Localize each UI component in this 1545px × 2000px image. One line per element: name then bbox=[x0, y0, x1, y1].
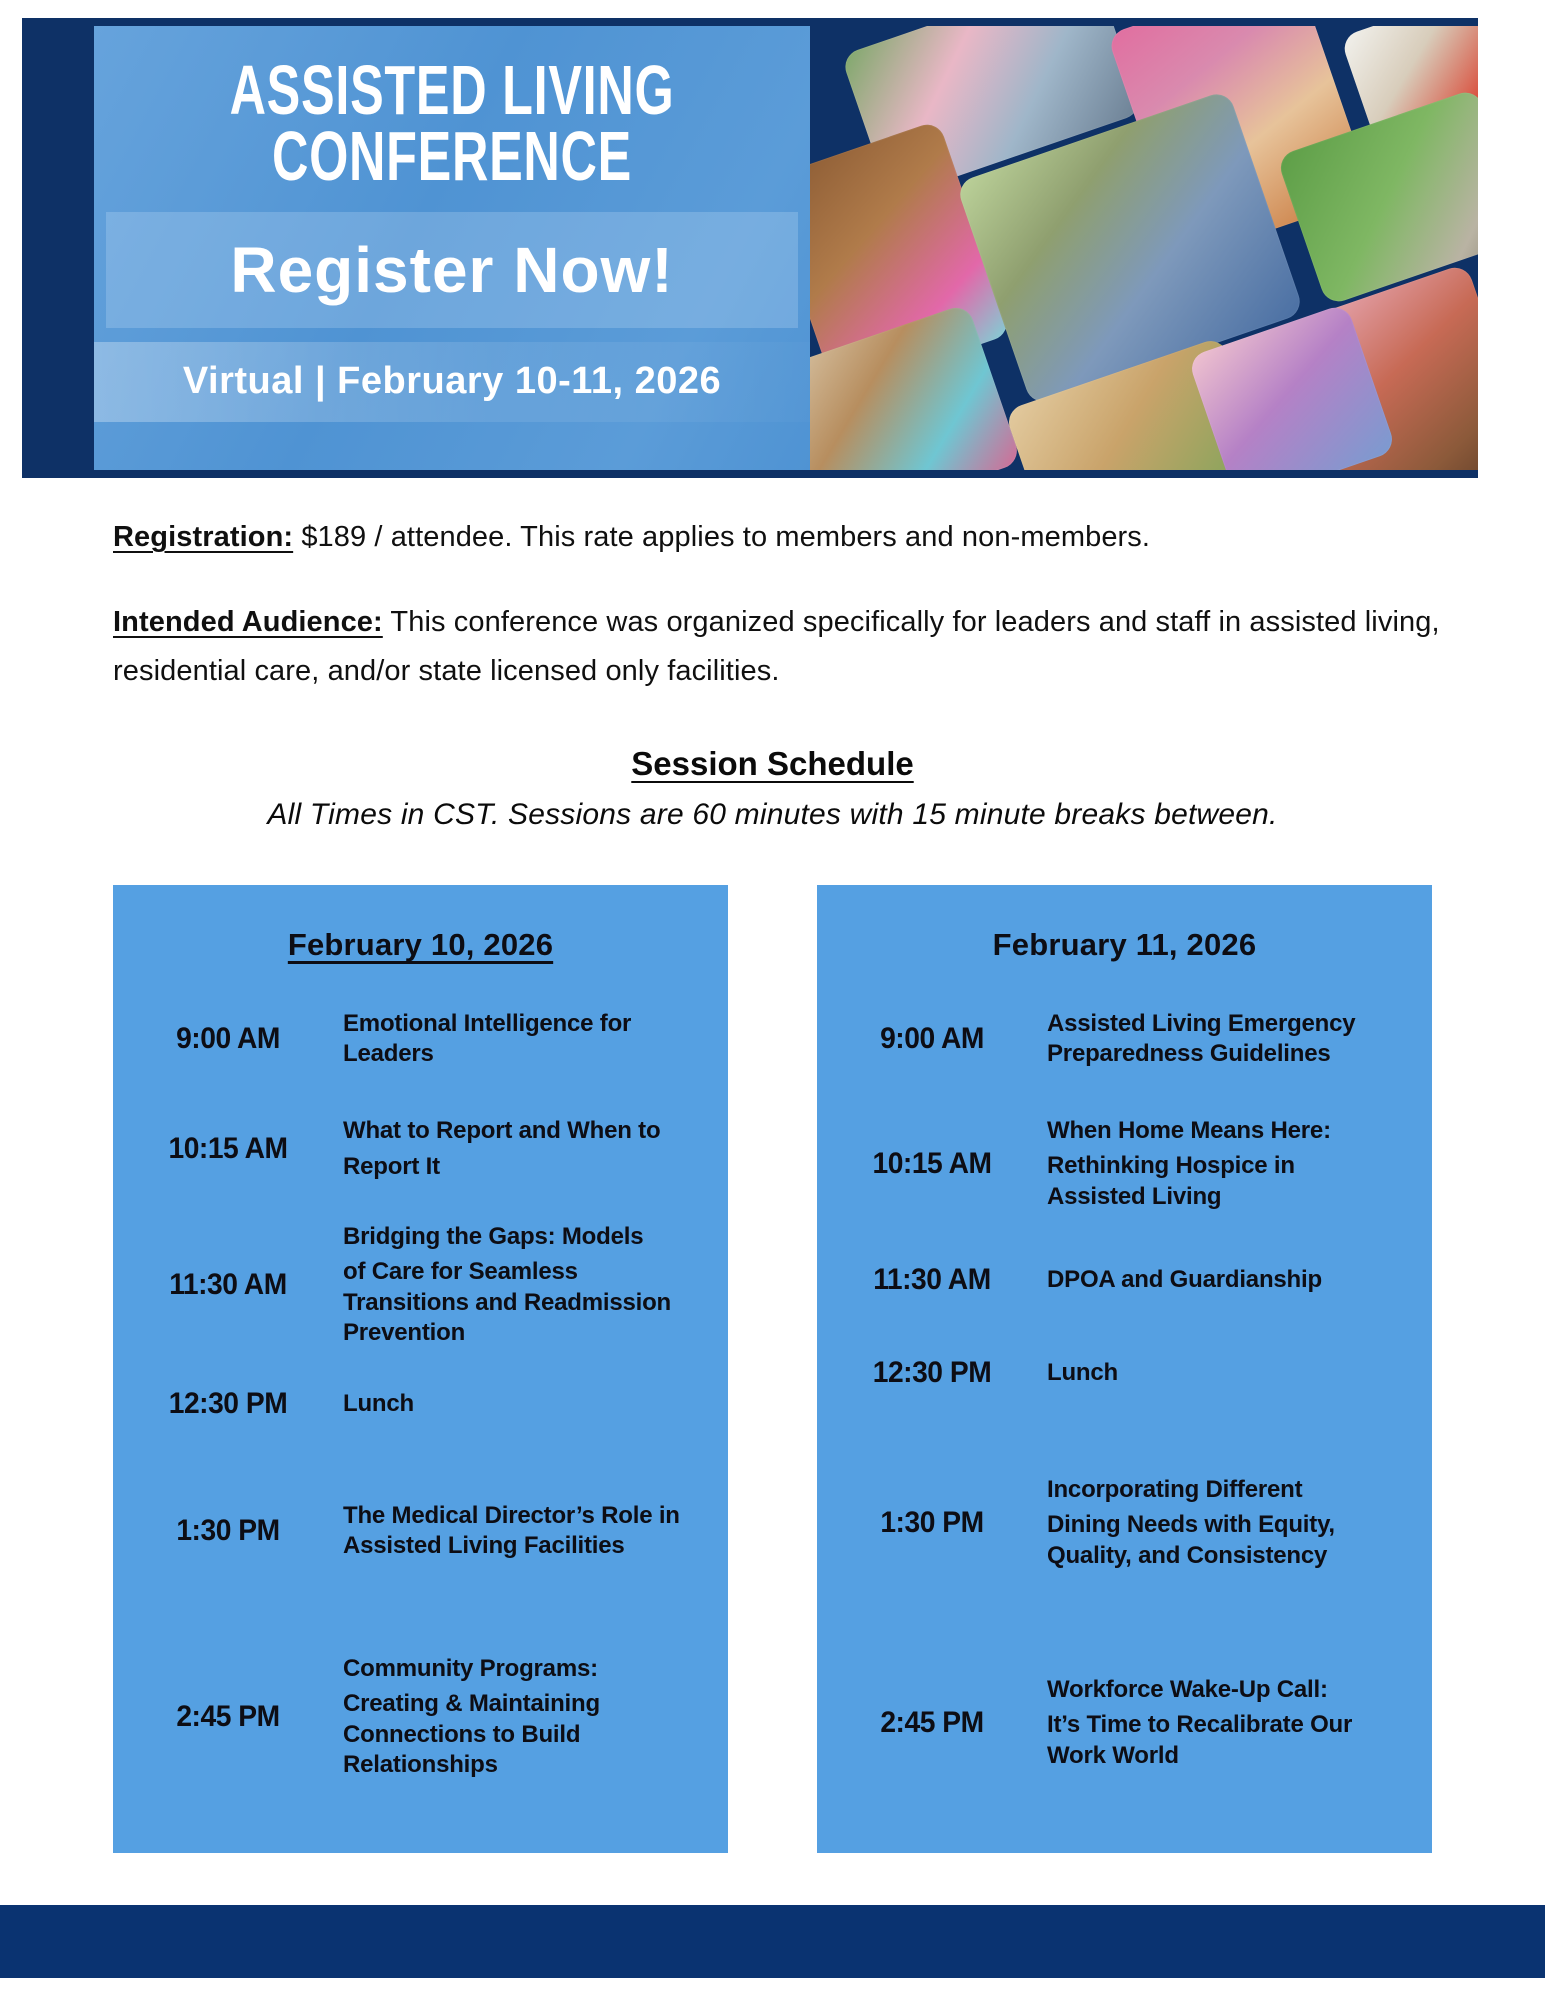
session-schedule-heading bbox=[0, 745, 1545, 783]
session-time: 10:15 AM bbox=[168, 1132, 288, 1165]
day-card-february-10 bbox=[113, 885, 728, 1853]
session-title-segment: Report It bbox=[343, 1152, 440, 1180]
session-row bbox=[817, 1323, 1432, 1423]
session-time: 9:00 AM bbox=[880, 1022, 984, 1055]
session-title bbox=[1047, 1111, 1432, 1217]
audience-text: This conference was organized specifically for leaders and staff in assisted living, residential care, and/or state licensed only facilities. bbox=[113, 606, 1440, 688]
session-title-segment: When Home Means Here: bbox=[1047, 1116, 1331, 1144]
registration-text: $189 / attendee. This rate applies to members and non-members. bbox=[293, 521, 1151, 553]
session-title-segment: The Medical Director’s Role in Assisted Living Facilities bbox=[343, 1501, 680, 1559]
day-card-date: February 10, 2026 bbox=[287, 927, 554, 962]
conference-title bbox=[194, 51, 710, 195]
session-title bbox=[343, 1384, 728, 1424]
photo-collage bbox=[810, 26, 1478, 470]
session-title-segment: Assisted Living Emergency Preparedness Guidelines bbox=[1047, 1009, 1356, 1067]
conference-banner bbox=[22, 18, 1478, 478]
banner-text-panel bbox=[94, 26, 810, 470]
session-title-segment: Community Programs: bbox=[343, 1654, 598, 1682]
schedule-cards bbox=[113, 885, 1432, 1853]
session-time: 9:00 AM bbox=[176, 1022, 280, 1055]
footer-bar bbox=[0, 1905, 1545, 1978]
session-row bbox=[113, 1207, 728, 1363]
session-row bbox=[113, 1445, 728, 1617]
session-row bbox=[817, 1623, 1432, 1823]
registration-paragraph bbox=[113, 513, 1443, 562]
session-time: 12:30 PM bbox=[872, 1356, 992, 1389]
session-title-segment: Incorporating Different bbox=[1047, 1475, 1303, 1503]
session-schedule-heading-text: Session Schedule bbox=[631, 745, 914, 782]
session-row bbox=[113, 1617, 728, 1817]
session-row bbox=[817, 1091, 1432, 1237]
session-list bbox=[113, 987, 728, 1817]
session-time: 11:30 AM bbox=[873, 1263, 991, 1296]
session-title bbox=[1047, 1670, 1432, 1776]
session-time: 11:30 AM bbox=[169, 1268, 287, 1301]
session-row bbox=[817, 987, 1432, 1091]
session-title bbox=[343, 1004, 728, 1075]
session-title bbox=[343, 1649, 728, 1786]
session-title-segment: Dining Needs with Equity, Quality, and Consistency bbox=[1047, 1511, 1335, 1569]
session-title-segment: What to Report and When to bbox=[343, 1117, 661, 1145]
audience-paragraph bbox=[113, 598, 1443, 697]
session-title bbox=[343, 1111, 728, 1187]
session-title-segment: Bridging the Gaps: Models bbox=[343, 1222, 644, 1250]
session-list bbox=[817, 987, 1432, 1823]
session-time: 2:45 PM bbox=[176, 1700, 280, 1733]
session-title bbox=[1047, 1470, 1432, 1576]
session-title-segment: of Care for Seamless Transitions and Readmission Prevention bbox=[343, 1258, 672, 1346]
session-title-segment: Lunch bbox=[1047, 1358, 1118, 1386]
conference-title-line1: ASSISTED LIVING bbox=[229, 51, 675, 129]
session-row bbox=[113, 987, 728, 1091]
event-date-label: Virtual | February 10-11, 2026 bbox=[182, 360, 722, 403]
session-title bbox=[343, 1217, 728, 1354]
session-row bbox=[817, 1423, 1432, 1623]
session-title-segment: Workforce Wake-Up Call: bbox=[1047, 1675, 1328, 1703]
day-card-date: February 11, 2026 bbox=[992, 927, 1257, 962]
session-title-segment: It’s Time to Recalibrate Our Work World bbox=[1047, 1711, 1353, 1769]
session-row bbox=[817, 1237, 1432, 1323]
audience-label: Intended Audience: bbox=[113, 606, 383, 638]
session-title-segment: Emotional Intelligence for Leaders bbox=[343, 1009, 632, 1067]
session-time: 12:30 PM bbox=[168, 1387, 288, 1420]
session-title-segment: Lunch bbox=[343, 1389, 414, 1417]
session-time: 10:15 AM bbox=[872, 1147, 992, 1180]
session-title bbox=[1047, 1004, 1432, 1075]
conference-title-line2: CONFERENCE bbox=[271, 116, 633, 195]
session-title-segment: Creating & Maintaining Connections to Build Relationships bbox=[343, 1690, 600, 1778]
session-time: 1:30 PM bbox=[176, 1514, 280, 1547]
session-time: 1:30 PM bbox=[880, 1506, 984, 1539]
session-time: 2:45 PM bbox=[880, 1706, 984, 1739]
session-title-segment: DPOA and Guardianship bbox=[1047, 1265, 1322, 1293]
session-title bbox=[1047, 1353, 1432, 1393]
registration-label: Registration: bbox=[113, 521, 294, 553]
session-row bbox=[113, 1091, 728, 1207]
session-title bbox=[343, 1496, 728, 1567]
session-row bbox=[113, 1363, 728, 1445]
register-now-button[interactable] bbox=[106, 212, 798, 328]
register-now-label: Register Now! bbox=[230, 233, 674, 306]
session-title bbox=[1047, 1260, 1432, 1300]
event-date-band bbox=[94, 342, 810, 422]
day-card-february-11 bbox=[817, 885, 1432, 1853]
session-schedule-subheading: All Times in CST. Sessions are 60 minutes with 15 minute breaks between. bbox=[267, 798, 1278, 831]
session-title-segment: Rethinking Hospice in Assisted Living bbox=[1047, 1152, 1295, 1210]
